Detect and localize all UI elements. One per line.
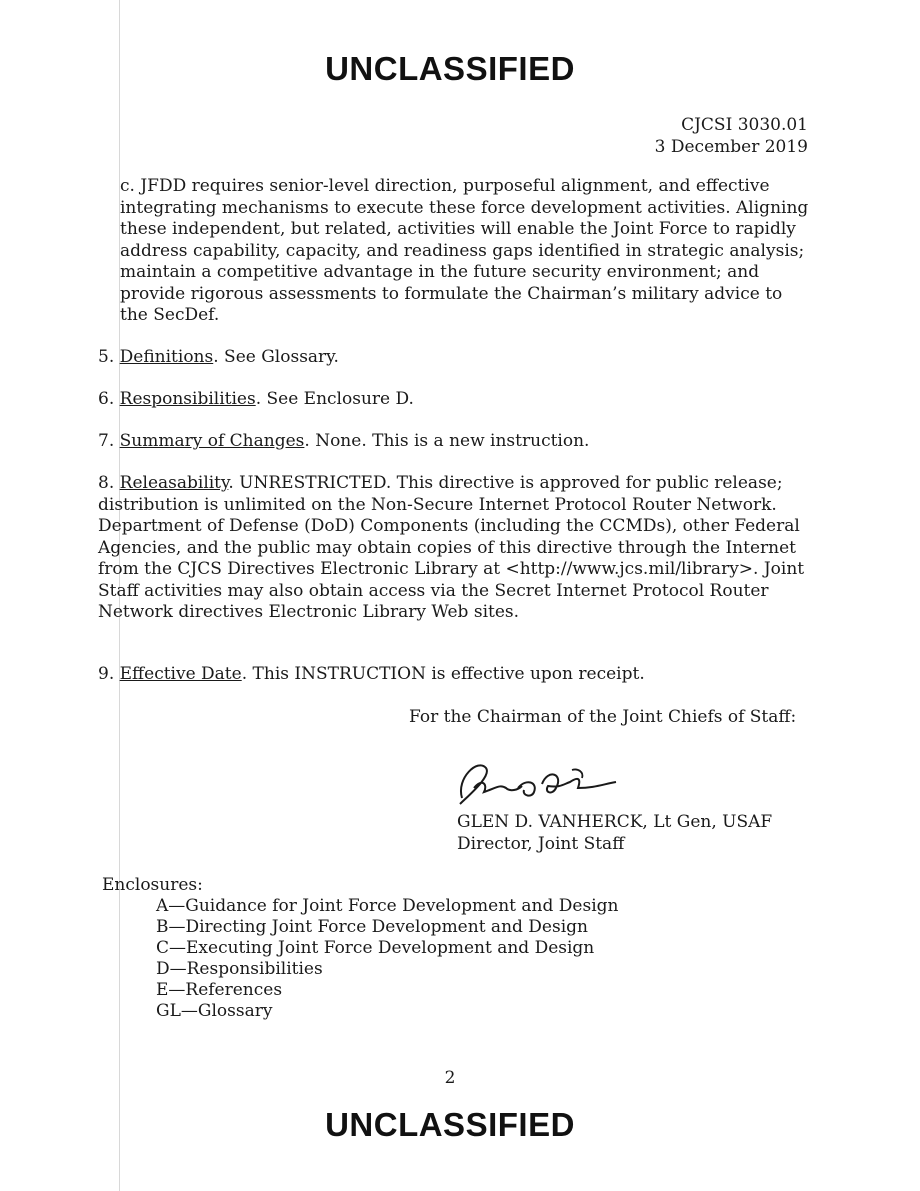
section-heading-effective-date: Effective Date: [119, 664, 242, 684]
section-text: . See Enclosure D.: [255, 389, 414, 409]
section-number: 6.: [98, 389, 115, 409]
section-number: 7.: [98, 431, 115, 451]
section-number: 8.: [98, 473, 115, 493]
section-7: [98, 431, 813, 453]
enclosure-item: GL—Glossary: [156, 1001, 273, 1021]
handwritten-signature: [448, 748, 628, 810]
section-text: . None. This is a new instruction.: [304, 431, 590, 451]
paragraph-c: [98, 176, 813, 327]
page-number: 2: [444, 1068, 456, 1088]
doc-date: 3 December 2019: [654, 137, 808, 157]
enclosure-item: E—References: [156, 980, 283, 1000]
enclosure-item: D—Responsibilities: [156, 959, 323, 979]
section-6: [98, 389, 813, 411]
signature-for-line: For the Chairman of the Joint Chiefs of Staff:: [409, 707, 797, 727]
signer-title: Director, Joint Staff: [457, 833, 625, 854]
section-8: [98, 473, 813, 624]
section-number: 9.: [98, 664, 115, 684]
enclosure-item: B—Directing Joint Force Development and Design: [156, 917, 588, 937]
document-identifier: [655, 114, 808, 158]
section-text: . This INSTRUCTION is effective upon receipt.: [241, 664, 645, 684]
section-text: . See Glossary.: [213, 347, 339, 367]
section-heading-responsibilities: Responsibilities: [119, 389, 256, 409]
section-heading-releasability: Releasability: [119, 473, 229, 493]
enclosures-list: [102, 896, 618, 1022]
classification-banner-top: UNCLASSIFIED: [325, 50, 575, 87]
section-5: [98, 347, 813, 369]
enclosure-item: C—Executing Joint Force Development and Design: [156, 938, 595, 958]
classification-banner-bottom: UNCLASSIFIED: [325, 1106, 575, 1143]
doc-number: CJCSI 3030.01: [681, 115, 808, 135]
enclosures-label: Enclosures:: [102, 875, 203, 895]
section-text: . UNRESTRICTED. This directive is approved for public release; distribution is unlimited on the Non-Secure Internet Protocol Router Network. Department of Defense (DoD) Components (including the CCMDs), other Federal Agencies, and the public may obtain copies of this directive through the Internet from the CJCS Directives Electronic Library at <http://www.jcs.mil/library>. Joint Staff activities may also obtain access via the Secret Internet Protocol Router Network directives Electronic Library Web sites.: [98, 473, 805, 622]
signer-name: GLEN D. VANHERCK, Lt Gen, USAF: [457, 812, 773, 832]
signer-block: [457, 812, 772, 855]
enclosures-block: [102, 875, 618, 1022]
section-heading-definitions: Definitions: [119, 347, 214, 367]
enclosure-item: A—Guidance for Joint Force Development and Design: [156, 896, 619, 916]
section-heading-summary-of-changes: Summary of Changes: [119, 431, 305, 451]
paragraph-c-text: c. JFDD requires senior-level direction, purposeful alignment, and effective integrating mechanisms to execute these force development activities. Aligning these independent, but related, activities will enable the Joint Force to rapidly address capability, capacity, and readiness gaps identified in strategic analysis; maintain a competitive advantage in the future security environment; and provide rigorous assessments to formulate the Chairman’s military advice to the SecDef.: [120, 176, 809, 325]
section-9: [98, 664, 813, 686]
section-number: 5.: [98, 347, 115, 367]
